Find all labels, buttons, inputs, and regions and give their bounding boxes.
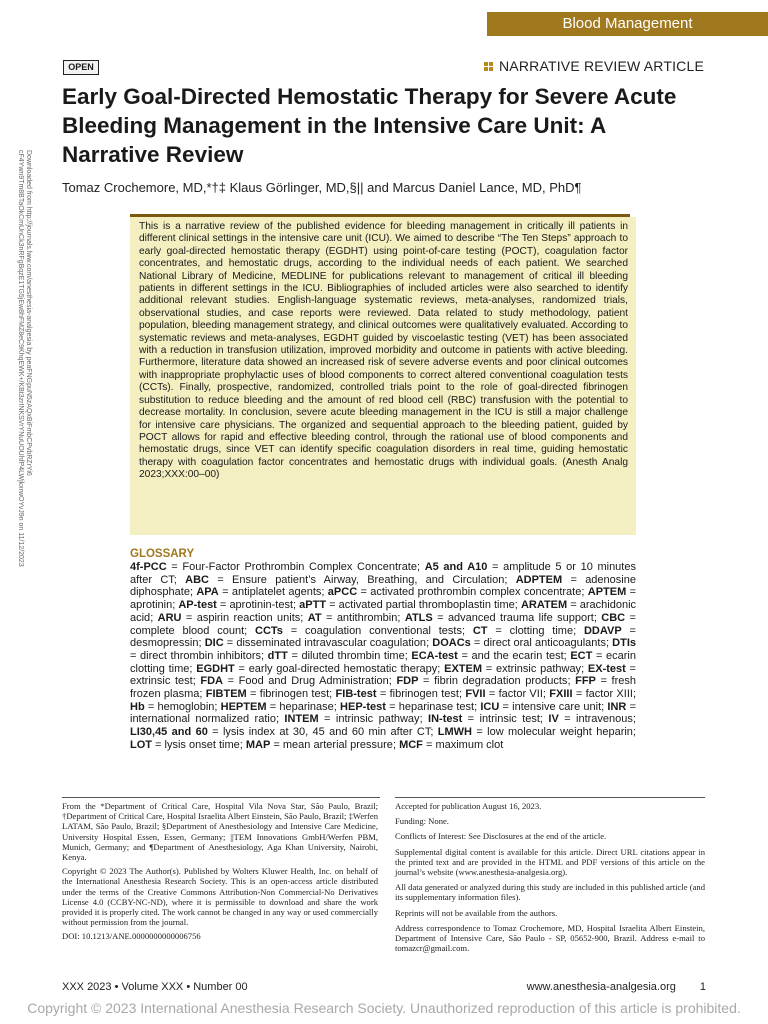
glossary-term: MAP bbox=[245, 738, 271, 751]
glossary-definition: coagulation conventional tests bbox=[305, 624, 462, 637]
glossary-term: DIC bbox=[204, 637, 224, 650]
glossary-term: IN-test bbox=[428, 713, 463, 726]
glossary-definition: activated partial thromboplastin time bbox=[338, 599, 515, 612]
glossary-definition: heparinase test bbox=[398, 700, 475, 713]
glossary-term: AP-test bbox=[178, 599, 217, 612]
glossary-definition: Four-Factor Prothrombin Complex Concentrate bbox=[182, 561, 417, 573]
glossary-definition: arachidonic acid bbox=[130, 599, 637, 624]
accepted-date: Accepted for publication August 16, 2023. bbox=[395, 801, 542, 811]
glossary-definition: intrinsic test bbox=[479, 713, 540, 726]
glossary-definition: lysis onset time bbox=[164, 738, 240, 751]
glossary-term: CT bbox=[472, 624, 488, 637]
glossary-term: LMWH bbox=[437, 726, 472, 739]
glossary-term: Hb bbox=[130, 700, 145, 713]
glossary-term: FXIII bbox=[549, 688, 573, 701]
article-type-text: NARRATIVE REVIEW ARTICLE bbox=[499, 58, 704, 74]
footnote-divider-right bbox=[395, 797, 705, 798]
glossary-term: EX-test bbox=[587, 662, 626, 675]
section-banner: Blood Management bbox=[487, 12, 768, 36]
correspondence-note: Address correspondence to Tomaz Crochemore, MD, Hospital Israelita Albert Einstein, Department of Intensive Care, São Paulo - SP, 05652-900, Brazil. Address e-mail to tomazcr@gmail.com. bbox=[395, 922, 705, 954]
footer-issue: XXX 2023 • Volume XXX • Number 00 bbox=[62, 981, 248, 993]
copyright-watermark: Copyright © 2023 International Anesthesia Research Society. Unauthorized reproduction of this article is prohibited. bbox=[27, 1000, 741, 1016]
funding-note: Funding: None. bbox=[395, 816, 449, 827]
glossary-definition: extrinsic test bbox=[130, 675, 193, 688]
glossary-term: ECA-test bbox=[411, 649, 458, 662]
abstract: This is a narrative review of the published evidence for bleeding management in critically ill patients in different clinical settings in the intensive care unit (ICU). We aimed to describe “The Ten Steps” approach to early goal-directed hemostatic therapy (EGDHT) using point-of-care testing (POCT), coagulation factor concentrates, and hemostatic drugs, according to the individual needs of each patient. We searched National Library of Medicine, MEDLINE for publications relevant to management of critical ill bleeding patients in different settings in the ICU. Bibliographies of included articles were also searched to identify additional relevant studies. English-language systematic reviews, meta-analyses, randomized trials, observational studies, and case reports were reviewed. Data related to study methodology, patient population, bleeding management strategy, and clinical outcomes were qualitatively evaluated. According to systematic reviews and meta-analyses, EGDHT guided by viscoelastic testing (VET) has been associated with a reduction in transfusion utilization, improved morbidity and outcome in patients with active bleeding. Furthermore, literature data showed an increased risk of severe adverse events and poor clinical outcomes with inappropriate prophylactic uses of blood components to correct altered conventional coagulation tests (CCTs). Finally, prospective, randomized, controlled trials point to the role of goal-directed fibrinogen substitution to reduce bleeding and the amount of red blood cell (RBC) transfusion with the potential to decrease mortality. In conclusion, severe acute bleeding management in the ICU is still a major challenge for intensive care physicians. The organized and sequential approach to the bleeding patient, guided by POCT allows for rapid and effective bleeding control, through the rational use of blood components and hemostatic drugs, since VET can identify specific coagulation disorders in real time, guiding hemostatic therapy with coagulation factor concentrates and hemostatic drugs with individual goals. (Anesth Analg 2023;XXX:00–00) bbox=[130, 217, 636, 535]
open-access-badge: OPEN bbox=[63, 60, 99, 75]
doi-text: DOI: 10.1213/ANE.0000000000006756 bbox=[62, 931, 201, 942]
footer-right bbox=[527, 981, 706, 993]
glossary-term: ADPTEM bbox=[515, 573, 563, 586]
glossary-term: aPCC bbox=[327, 586, 358, 599]
glossary-term: CCTs bbox=[255, 624, 283, 637]
glossary-definition: amplitude 5 or 10 minutes after CT bbox=[130, 561, 636, 586]
affiliations-footnote bbox=[62, 801, 378, 946]
glossary-term: 4f-PCC bbox=[130, 561, 167, 573]
footer-website: www.anesthesia-analgesia.org bbox=[526, 981, 676, 993]
data-availability-note: All data generated or analyzed during this study are included in this published article (and its supplementary information files). bbox=[395, 882, 705, 903]
glossary-heading: GLOSSARY bbox=[130, 548, 195, 560]
glossary-definition: ecarin clotting time bbox=[130, 649, 636, 675]
glossary-definition: aprotinin-test bbox=[229, 599, 294, 612]
page-number: 1 bbox=[699, 981, 706, 993]
article-title: Early Goal-Directed Hemostatic Therapy for Severe Acute Bleeding Management in the Intensive Care Unit: A Narrative Review bbox=[62, 84, 677, 167]
glossary-term: DDAVP bbox=[583, 624, 622, 637]
glossary-term: IV bbox=[548, 713, 559, 726]
glossary-definition: disseminated intravascular coagulation bbox=[236, 637, 427, 650]
glossary-term: APA bbox=[196, 586, 219, 599]
glossary-term: ECT bbox=[570, 649, 593, 662]
footnote-divider-left bbox=[62, 797, 380, 798]
glossary-definition: intensive care unit bbox=[512, 700, 602, 713]
reprints-note: Reprints will not be available from the authors. bbox=[395, 907, 558, 918]
glossary-term: ATLS bbox=[404, 611, 433, 624]
glossary-definition: extrinsic pathway bbox=[495, 662, 582, 675]
glossary-definition: adenosine diphosphate bbox=[130, 573, 636, 599]
glossary-definition: early goal-directed hemostatic therapy bbox=[248, 662, 438, 675]
glossary-term: FDA bbox=[200, 675, 223, 688]
glossary-term: FIBTEM bbox=[205, 688, 247, 701]
glossary-term: A5 and A10 bbox=[424, 561, 488, 573]
glossary-definition: fibrinogen test bbox=[389, 688, 459, 701]
glossary-definition: intravenous bbox=[576, 713, 633, 726]
glossary-definition: antithrombin bbox=[336, 611, 398, 624]
glossary-definition: factor VII bbox=[498, 688, 543, 701]
glossary-term: dTT bbox=[267, 649, 288, 662]
glossary-term: MCF bbox=[399, 738, 423, 751]
glossary-term: AT bbox=[307, 611, 322, 624]
glossary-term: INR bbox=[607, 700, 627, 713]
glossary-definition: international normalized ratio bbox=[130, 713, 276, 726]
glossary-term: ARU bbox=[157, 611, 182, 624]
glossary-definition: activated prothrombin complex concentrate bbox=[370, 586, 582, 599]
article-type-label bbox=[484, 58, 704, 74]
glossary-definition: antiplatelet agents bbox=[231, 586, 322, 599]
glossary-text: 4f-PCC = Four-Factor Prothrombin Complex Concentrate; A5 and A10 = amplitude 5 or 10 minutes after CT; ABC = Ensure patient’s Airway, Breathing, and Circulation; ADPTEM = adenosine diphosphate; APA = antiplatelet agents; aPCC = activated prothrombin complex concentrate; APTEM = aprotinin; AP-test = aprotinin-test; aPTT = activated partial thromboplastin time; ARATEM = arachidonic acid; ARU = aspirin reaction units; AT = antithrombin; ATLS = advanced trauma life support; CBC = complete blood count; CCTs = coagulation conventional tests; CT = clotting time; DDAVP = desmopressin; DIC = disseminated intravascular coagulation; DOACs = direct oral anticoagulants; DTIs = direct thrombin inhibitors; dTT = diluted thrombin time; ECA-test = and the ecarin test; ECT = ecarin clotting time; EGDHT = early goal-directed hemostatic therapy; EXTEM = extrinsic pathway; EX-test = extrinsic test; FDA = Food and Drug Administration; FDP = fibrin degradation products; FFP = fresh frozen plasma; FIBTEM = fibrinogen test; FIB-test = fibrinogen test; FVII = factor VII; FXIII = factor XIII; Hb = hemoglobin; HEPTEM = heparinase; HEP-test = heparinase test; ICU = intensive care unit; INR = international normalized ratio; INTEM = intrinsic pathway; IN-test = intrinsic test; IV = intravenous; LI30,45 and 60 = lysis index at 30, 45 and 60 min after CT; LMWH = low molecular weight heparin; LOT = lysis onset time; MAP = mean arterial pressure; MCF = maximum clot bbox=[130, 561, 637, 751]
glossary-term: APTEM bbox=[587, 586, 627, 599]
glossary-definition: hemoglobin bbox=[157, 700, 215, 713]
square-grid-icon bbox=[484, 62, 493, 71]
glossary-term: ARATEM bbox=[520, 599, 568, 612]
glossary-definition: advanced trauma life support bbox=[447, 611, 594, 624]
glossary-term: HEPTEM bbox=[220, 700, 267, 713]
glossary-definition: direct thrombin inhibitors bbox=[140, 649, 261, 662]
glossary-definition: low molecular weight heparin bbox=[487, 726, 633, 739]
glossary-definition: factor XIII bbox=[585, 688, 633, 701]
glossary-term: aPTT bbox=[299, 599, 327, 612]
glossary-definition: and the ecarin test bbox=[471, 649, 564, 662]
glossary-definition: Food and Drug Administration bbox=[238, 675, 389, 688]
supplemental-note: Supplemental digital content is available for this article. Direct URL citations appear in the printed text and are provided in the HTML and PDF versions of this article on the journal’s website (www.anesthesia-analgesia.org). bbox=[395, 846, 705, 878]
glossary-definition: fibrin degradation products bbox=[434, 675, 568, 688]
glossary-term: EGDHT bbox=[196, 662, 235, 675]
affiliation-text: From the *Department of Critical Care, Hospital Vila Nova Star, São Paulo, Brazil; †Department of Critical Care, Hospital Israelita Albert Einstein, São Paulo, Brazil; ‡Werfen LATAM, São Paulo, Brazil; §Department of Anesthesiology and Intensive Care Medicine, University Hospital Essen, Essen, Germany; ||TEM Innovations GmbH/Werfen PBM, Munich, Germany; and ¶Department of Anesthesiology, Aga Khan University, Nairobi, Kenya. bbox=[62, 801, 378, 863]
glossary-definition: complete blood count bbox=[130, 624, 245, 637]
conflicts-note: Conflicts of Interest: See Disclosures at the end of the article. bbox=[395, 831, 607, 842]
glossary-term: DTIs bbox=[612, 637, 636, 650]
glossary-term: FFP bbox=[575, 675, 596, 688]
glossary-term: INTEM bbox=[284, 713, 319, 726]
glossary-definition: lysis index at 30, 45 and 60 min after CT bbox=[222, 726, 431, 739]
download-note-text: Downloaded from http://journals.lww.com/anesthesia-analgesia by peaFNGpuN5zAQxBiFmbCPvbRZrYi6 cF4Ywn9Tm8BTaOkCmUnCk3nRFgBqzE1TG5jEw8hFMZ8eC9KhqEWK+/KBt3zrINKSVrYNuUOUhfP4LWjkxrwOYvJ9n on 11/12/2023 bbox=[17, 150, 32, 567]
publication-notes bbox=[395, 801, 705, 958]
glossary-term: LI30,45 and 60 bbox=[130, 726, 208, 739]
glossary-definition: intrinsic pathway bbox=[335, 713, 420, 726]
glossary-definition: mean arterial pressure bbox=[282, 738, 393, 751]
glossary-definition: heparinase bbox=[279, 700, 334, 713]
glossary-term: EXTEM bbox=[444, 662, 483, 675]
author-list: Tomaz Crochemore, MD,*†‡ Klaus Görlinger, MD,§|| and Marcus Daniel Lance, MD, PhD¶ bbox=[62, 180, 582, 195]
glossary-term: FIB-test bbox=[335, 688, 377, 701]
glossary-term: HEP-test bbox=[340, 700, 386, 713]
glossary-definition: fresh frozen plasma bbox=[130, 675, 636, 701]
glossary-term: ICU bbox=[480, 700, 500, 713]
glossary-term: CBC bbox=[601, 611, 626, 624]
glossary-term: ABC bbox=[185, 573, 209, 586]
glossary-definition: desmopressin bbox=[130, 637, 199, 650]
glossary-definition: Ensure patient’s Airway, Breathing, and Circulation bbox=[232, 573, 505, 586]
glossary-term: DOACs bbox=[432, 637, 471, 650]
glossary-term: LOT bbox=[130, 738, 152, 751]
license-text: Copyright © 2023 The Author(s). Published by Wolters Kluwer Health, Inc. on behalf of the International Anesthesia Research Society. This is an open-access article distributed under the terms of the Creative Commons Attribution-Non Commercial-No Derivatives License 4.0 (CCBY-NC-ND), where it is permissible to download and share the work provided it is properly cited. The work cannot be changed in any way or used commercially without permission from the journal. bbox=[62, 866, 378, 928]
glossary-definition: clotting time bbox=[509, 624, 574, 637]
glossary-definition: direct oral anticoagulants bbox=[483, 637, 606, 650]
glossary-definition: fibrinogen test bbox=[259, 688, 330, 701]
glossary-definition: aspirin reaction units bbox=[196, 611, 301, 624]
glossary-definition: maximum clot bbox=[435, 738, 504, 751]
glossary-term: FDP bbox=[396, 675, 419, 688]
glossary-definition: diluted thrombin time bbox=[301, 649, 405, 662]
glossary-definition: aprotinin bbox=[130, 599, 173, 612]
glossary-term: FVII bbox=[465, 688, 486, 701]
